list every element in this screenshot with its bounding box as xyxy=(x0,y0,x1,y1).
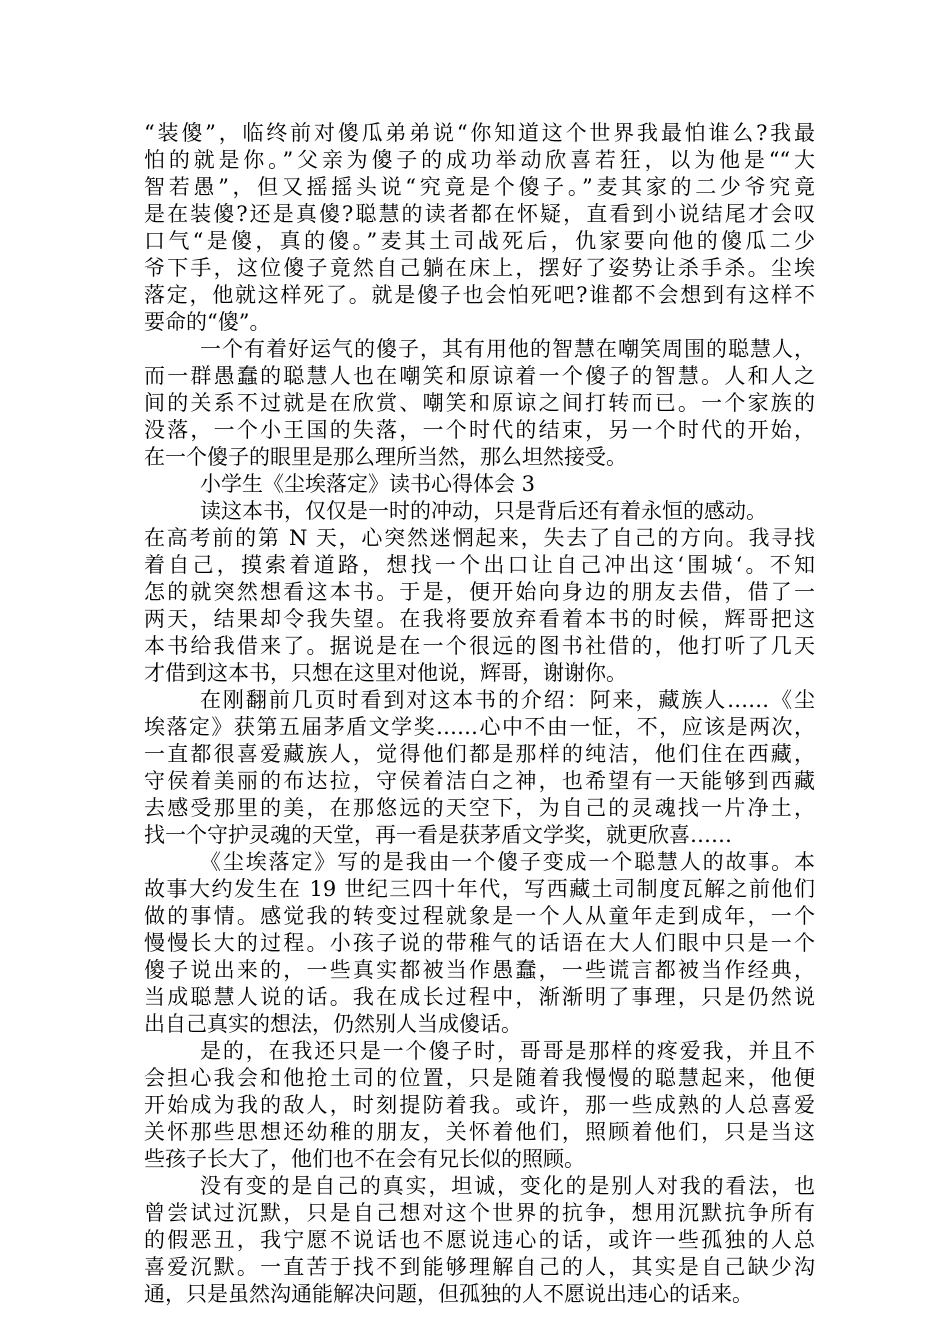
text-line: 是的，在我还只是一个傻子时，哥哥是那样的疼爱我，并且不 xyxy=(200,1039,815,1063)
text-line: 怎的就突然想看这本书。于是，便开始向身边的朋友去借，借了一 xyxy=(144,580,815,604)
text-line: 才借到这本书，只想在这里对他说，辉哥，谢谢你。 xyxy=(144,661,627,685)
text-line: 在一个傻子的眼里是那么理所当然，那么坦然接受。 xyxy=(144,445,627,469)
text-line: 没有变的是自己的真实，坦诚，变化的是别人对我的看法，也 xyxy=(200,1174,815,1198)
text-line: 关怀那些思想还幼稚的朋友，关怀着他们，照顾着他们，只是当这 xyxy=(144,1120,815,1144)
text-line: 在高考前的第 N 天，心突然迷惘起来，失去了自己的方向。我寻找 xyxy=(144,526,815,550)
text-line: 慢慢长大的过程。小孩子说的带稚气的话语在大人们眼中只是一个 xyxy=(144,931,815,955)
text-line: 间的关系不过就是在欣赏、嘲笑和原谅之间打转而已。一个家族的 xyxy=(144,391,815,415)
text-line: 一直都很喜爱藏族人，觉得他们都是那样的纯洁，他们住在西藏， xyxy=(144,742,815,766)
text-line: 是在装傻?还是真傻?聪慧的读者都在怀疑，直看到小说结尾才会叹 xyxy=(144,202,815,226)
text-line: 喜爱沉默。一直苦于找不到能够理解自己的人，其实是自己缺少沟 xyxy=(144,1255,815,1279)
text-line: 读这本书，仅仅是一时的冲动，只是背后还有着永恒的感动。 xyxy=(200,499,767,523)
text-line: 智若愚”，但又摇摇头说“究竟是个傻子。”麦其家的二少爷究竟 xyxy=(144,175,815,199)
text-line: 《尘埃落定》写的是我由一个傻子变成一个聪慧人的故事。本 xyxy=(200,850,815,874)
text-line: 找一个守护灵魂的天堂，再一看是获茅盾文学奖，就更欣喜…… xyxy=(144,823,732,847)
text-line: 没落，一个小王国的失落，一个时代的结束，另一个时代的开始， xyxy=(144,418,815,442)
text-line: 着自己，摸索着道路，想找一个出口让自己冲出这‘围城‘。不知 xyxy=(144,553,815,577)
text-line: 小学生《尘埃落定》读书心得体会 3 xyxy=(200,472,536,496)
text-line: 怕的就是你。”父亲为傻子的成功举动欣喜若狂，以为他是““大 xyxy=(144,148,815,172)
text-line: 当成聪慧人说的话。我在成长过程中，渐渐明了事理，只是仍然说 xyxy=(144,985,815,1009)
text-line: 些孩子长大了，他们也不在会有兄长似的照顾。 xyxy=(144,1147,585,1171)
text-line: 通，只是虽然沟通能解决问题，但孤独的人不愿说出违心的话来。 xyxy=(144,1282,753,1306)
text-line: 曾尝试过沉默，只是自己想对这个世界的抗争，想用沉默抗争所有 xyxy=(144,1201,815,1225)
text-line: 落定，他就这样死了。就是傻子也会怕死吧?谁都不会想到有这样不 xyxy=(144,283,815,307)
text-line: 出自己真实的想法，仍然别人当成傻话。 xyxy=(144,1012,522,1036)
text-line: 要命的“傻”。 xyxy=(144,310,271,334)
text-line: 在刚翻前几页时看到对这本书的介绍：阿来，藏族人……《尘 xyxy=(200,688,815,712)
text-line: 开始成为我的敌人，时刻提防着我。或许，那一些成熟的人总喜爱 xyxy=(144,1093,815,1117)
text-line: 做的事情。感觉我的转变过程就象是一个人从童年走到成年，一个 xyxy=(144,904,815,928)
text-line: 的假恶丑，我宁愿不说话也不愿说违心的话，或许一些孤独的人总 xyxy=(144,1228,815,1252)
document-body xyxy=(144,120,815,1308)
text-line: 而一群愚蠢的聪慧人也在嘲笑和原谅着一个傻子的智慧。人和人之 xyxy=(144,364,815,388)
text-line: 两天，结果却令我失望。在我将要放弃看着本书的时候，辉哥把这 xyxy=(144,607,815,631)
text-line: 傻子说出来的，一些真实都被当作愚蠢，一些谎言都被当作经典， xyxy=(144,958,815,982)
text-line: 埃落定》获第五届茅盾文学奖……心中不由一怔，不，应该是两次， xyxy=(144,715,815,739)
text-line: 本书给我借来了。据说是在一个很远的图书社借的，他打听了几天 xyxy=(144,634,815,658)
text-line: “装傻”，临终前对傻瓜弟弟说“你知道这个世界我最怕谁么?我最 xyxy=(144,121,815,145)
text-line: 口气“是傻，真的傻。”麦其土司战死后，仇家要向他的傻瓜二少 xyxy=(144,229,815,253)
text-line: 一个有着好运气的傻子，其有用他的智慧在嘲笑周围的聪慧人， xyxy=(200,337,815,361)
text-line: 守侯着美丽的布达拉，守侯着洁白之神，也希望有一天能够到西藏 xyxy=(144,769,815,793)
text-line: 故事大约发生在 19 世纪三四十年代，写西藏土司制度瓦解之前他们 xyxy=(144,877,815,901)
text-line: 去感受那里的美，在那悠远的天空下，为自己的灵魂找一片净土， xyxy=(144,796,815,820)
text-line: 爷下手，这位傻子竟然自己躺在床上，摆好了姿势让杀手杀。尘埃 xyxy=(144,256,815,280)
text-line: 会担心我会和他抢土司的位置，只是随着我慢慢的聪慧起来，他便 xyxy=(144,1066,815,1090)
